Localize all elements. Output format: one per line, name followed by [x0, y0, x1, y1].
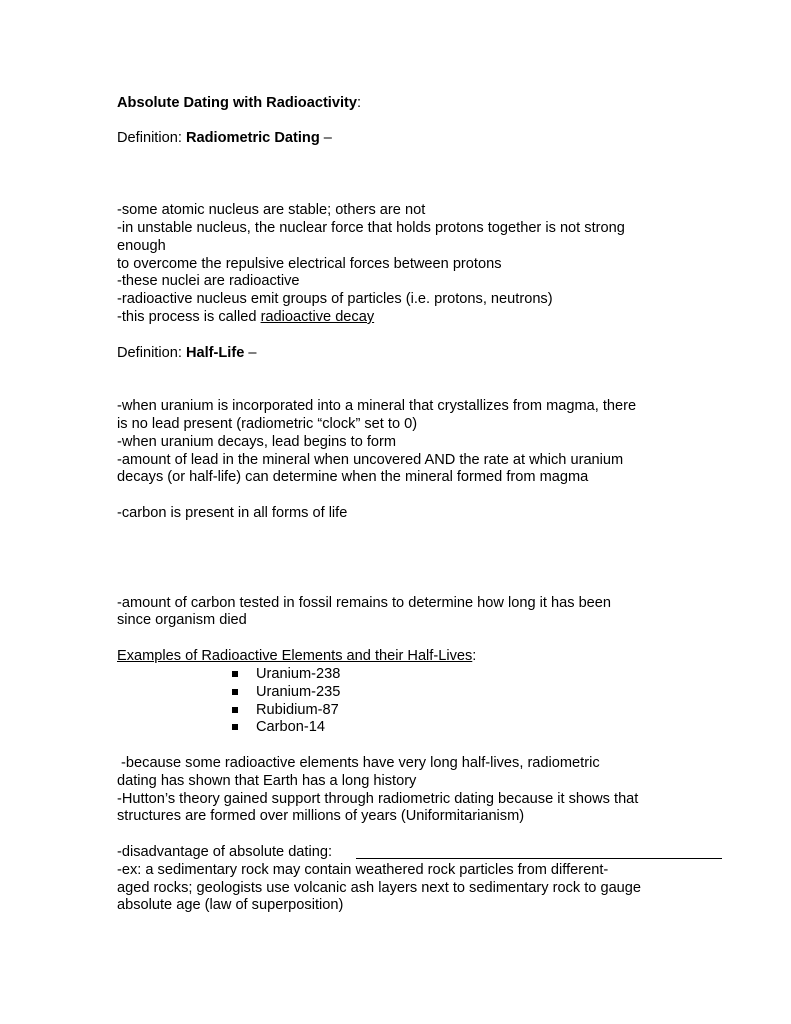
list-item-label: Rubidium-87 [256, 702, 339, 718]
text-line: enough [117, 238, 166, 254]
text-line: -these nuclei are radioactive [117, 273, 300, 289]
square-bullet-icon [232, 671, 238, 677]
definition-dash: – [319, 130, 332, 146]
examples-heading-colon: : [472, 648, 477, 664]
title-text: Absolute Dating with Radioactivity [117, 95, 358, 111]
text-line: to overcome the repulsive electrical forces between protons [117, 256, 502, 272]
list-item-label: Carbon-14 [256, 719, 325, 735]
square-bullet-icon [232, 707, 238, 713]
definition-term: Half-Life [185, 345, 245, 361]
title-suffix: : [357, 95, 362, 111]
text-line: -because some radioactive elements have very long half-lives, radiometric [117, 755, 600, 771]
text-line: is no lead present (radiometric “clock” set to 0) [117, 416, 418, 432]
text-line: -Hutton’s theory gained support through radiometric dating because it shows that [117, 791, 639, 807]
definition-dash: – [244, 345, 257, 361]
page-title [117, 94, 361, 112]
text-line: absolute age (law of superposition) [117, 897, 344, 913]
list-item-label: Uranium-238 [256, 666, 341, 682]
text-line: structures are formed over millions of years (Uniformitarianism) [117, 808, 525, 824]
fill-in-blank-line[interactable] [356, 858, 722, 859]
text-line: -ex: a sedimentary rock may contain weathered rock particles from different- [117, 862, 609, 878]
examples-heading [117, 647, 476, 665]
list-item-label: Uranium-235 [256, 684, 341, 700]
examples-heading-text: Examples of Radioactive Elements and their Half-Lives [117, 648, 473, 664]
disadvantage-label: -disadvantage of absolute dating: [117, 844, 333, 860]
definition-radiometric-dating [117, 129, 332, 147]
text-line: aged rocks; geologists use volcanic ash layers next to sedimentary rock to gauge [117, 880, 642, 896]
text-line: -some atomic nucleus are stable; others are not [117, 202, 426, 218]
text-line: dating has shown that Earth has a long history [117, 773, 417, 789]
decay-prefix: -this process is called [117, 309, 261, 325]
text-line: -in unstable nucleus, the nuclear force that holds protons together is not strong [117, 220, 625, 236]
text-line: -when uranium is incorporated into a mineral that crystallizes from magma, there [117, 398, 637, 414]
definition-label: Definition: [117, 130, 186, 146]
definition-term: Radiometric Dating [185, 130, 320, 146]
text-line: since organism died [117, 612, 247, 628]
definition-half-life [117, 344, 257, 362]
text-line: -amount of lead in the mineral when uncovered AND the rate at which uranium [117, 452, 624, 468]
text-line: -when uranium decays, lead begins to form [117, 434, 397, 450]
text-line: -radioactive nucleus emit groups of particles (i.e. protons, neutrons) [117, 291, 553, 307]
decay-term: radioactive decay [260, 309, 375, 325]
text-line: -amount of carbon tested in fossil remains to determine how long it has been [117, 595, 612, 611]
text-line: decays (or half-life) can determine when the mineral formed from magma [117, 469, 589, 485]
square-bullet-icon [232, 689, 238, 695]
definition-label: Definition: [117, 345, 186, 361]
radioactive-decay-line [117, 308, 374, 326]
carbon-line: -carbon is present in all forms of life [117, 505, 348, 521]
square-bullet-icon [232, 724, 238, 730]
